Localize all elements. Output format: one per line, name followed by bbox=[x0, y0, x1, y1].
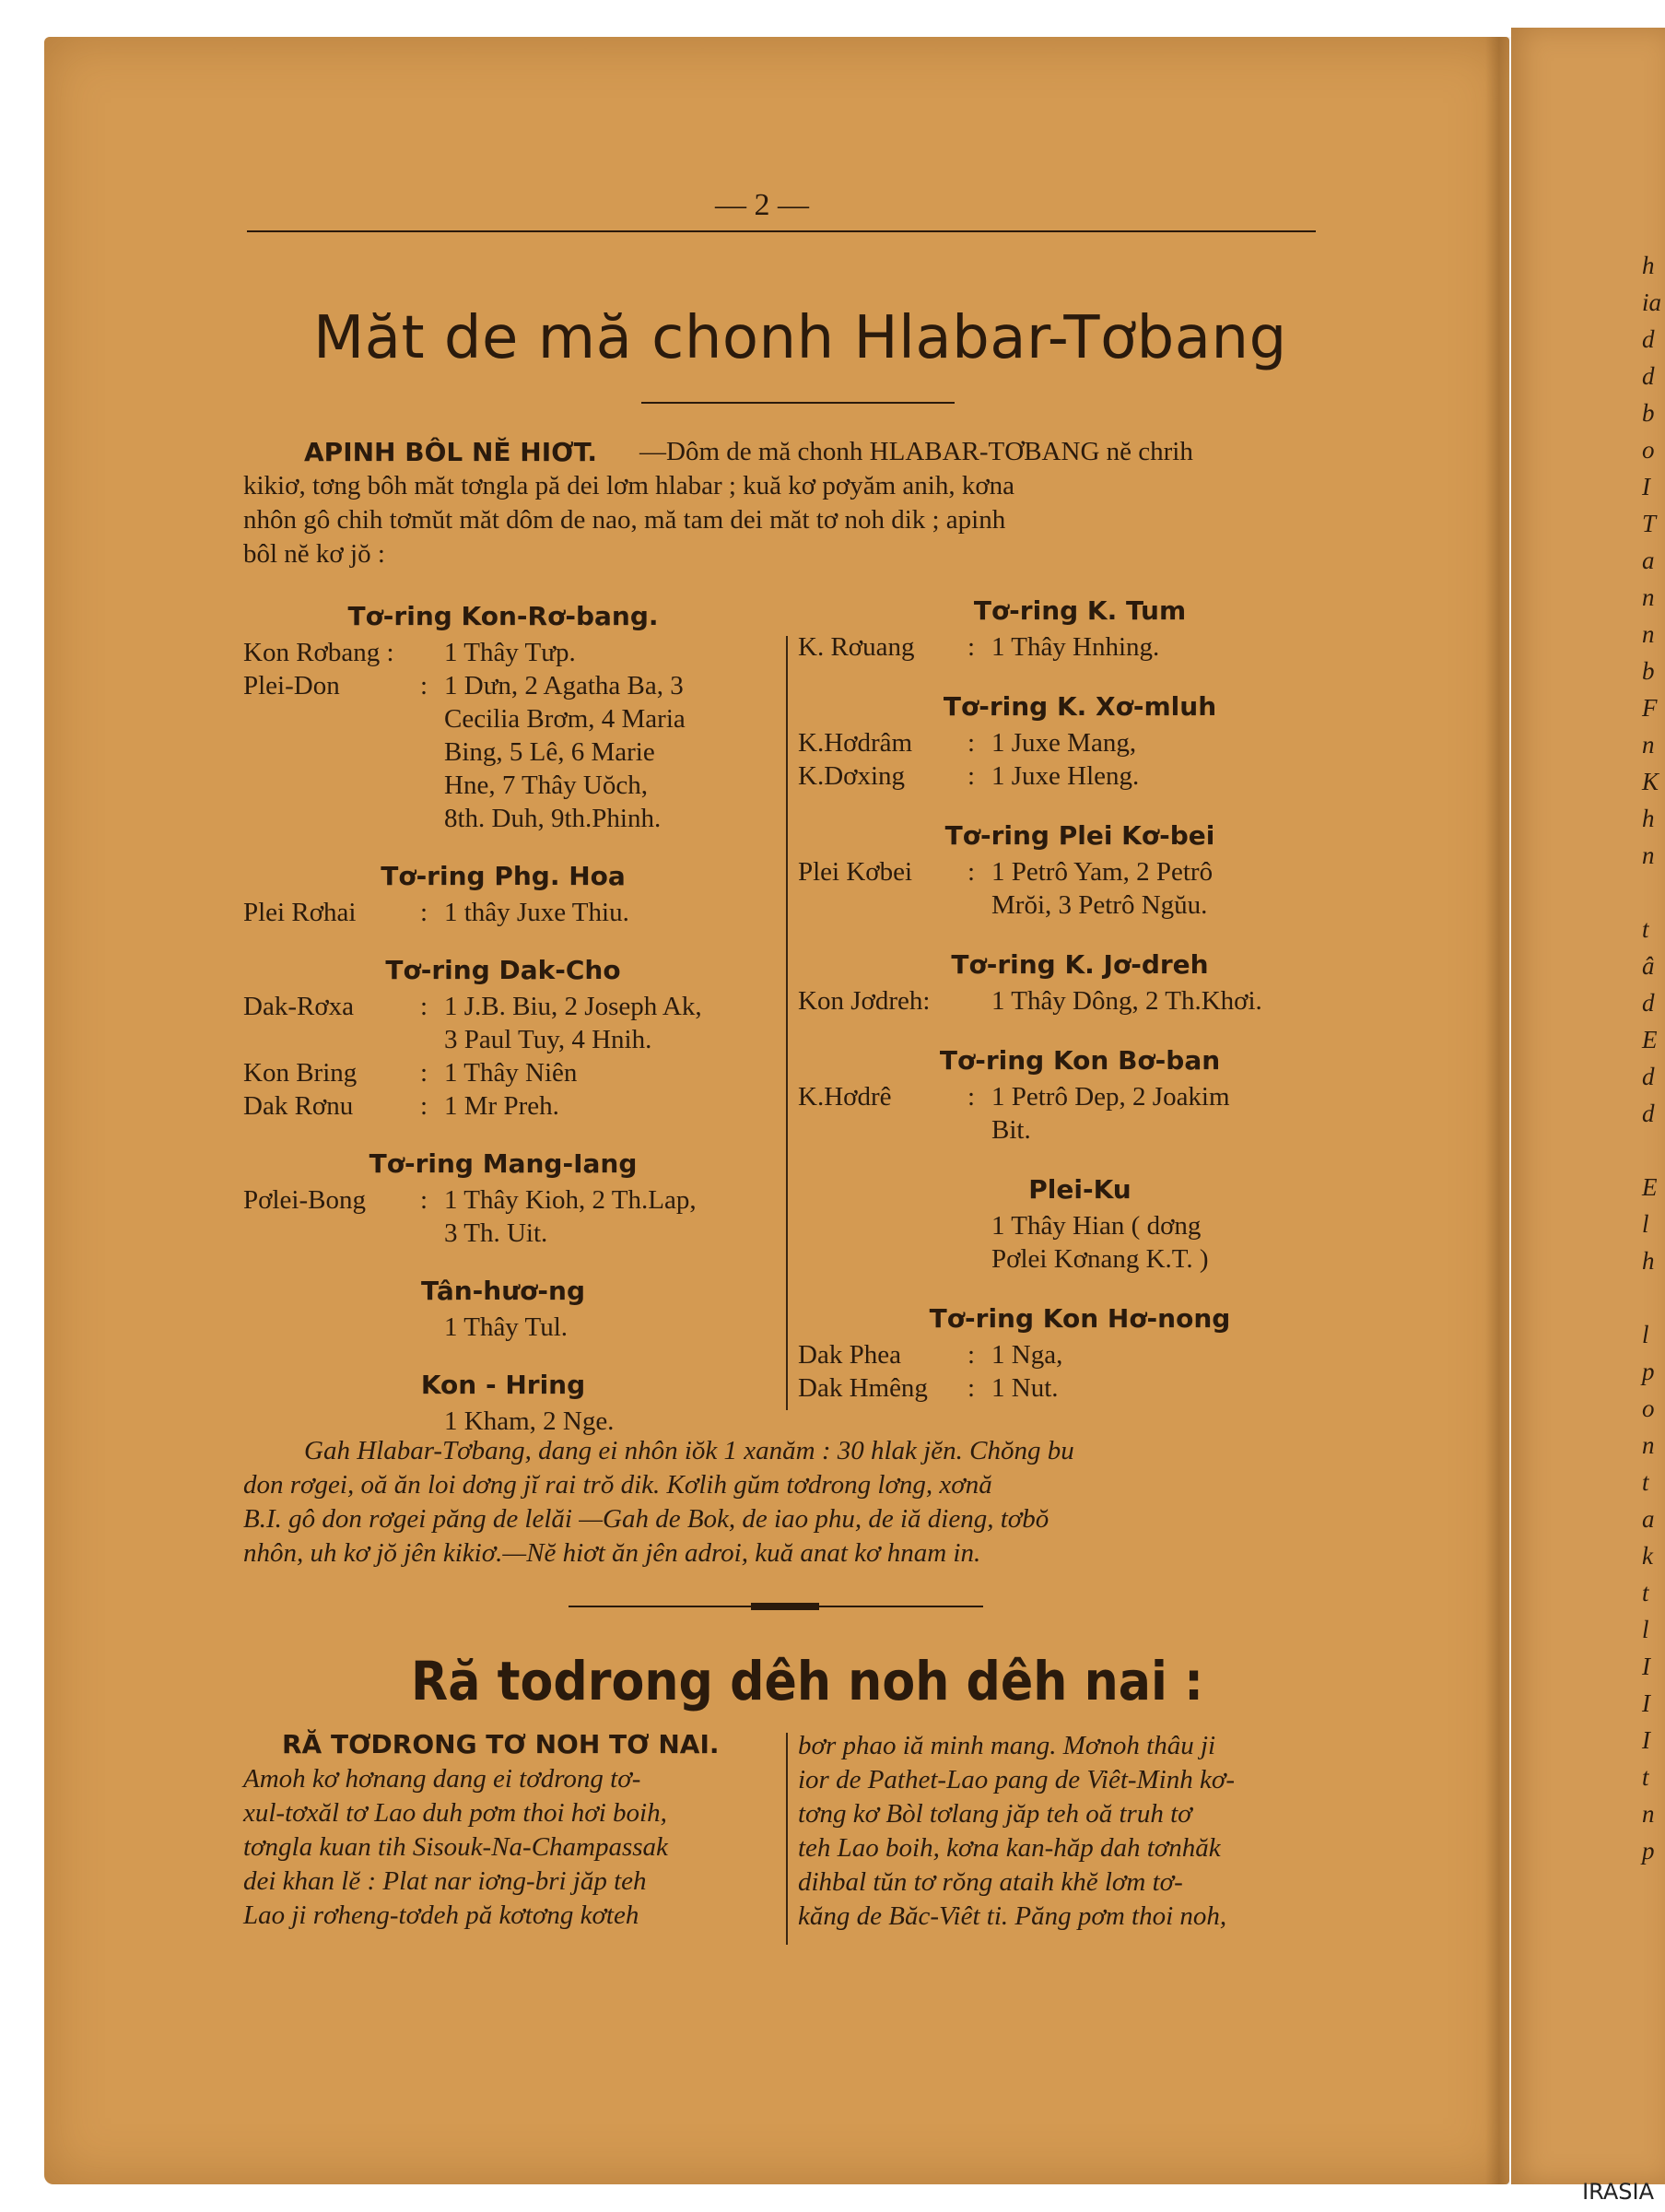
place-name: Plei Rơhai bbox=[243, 898, 357, 927]
entry-text: Bing, 5 Lê, 6 Marie bbox=[444, 737, 655, 767]
section-heading: Tơ-ring Kon Bơ-ban bbox=[939, 1045, 1221, 1076]
entry-text: 1 Petrô Dep, 2 Joakim bbox=[991, 1082, 1230, 1112]
lead-line: nhôn gô chih tơmŭt măt dôm de nao, mă tam dei măt tơ noh dik ; apinh bbox=[243, 505, 1006, 535]
margin-fragment: o bbox=[1642, 436, 1655, 464]
article2-divider bbox=[786, 1733, 788, 1945]
margin-fragment: n bbox=[1642, 841, 1655, 869]
entry-text: Mrŏi, 3 Petrô Ngŭu. bbox=[991, 890, 1208, 920]
closing-line: don rơgei, oă ăn loi dơng jĭ rai trŏ dik. Kơlih gŭm tơdrong lơng, xơnă bbox=[243, 1470, 992, 1500]
entry-text: 8th. Duh, 9th.Phinh. bbox=[444, 804, 662, 833]
colon: : bbox=[420, 992, 428, 1021]
entry-text: 1 Thây Hian ( dơng bbox=[991, 1211, 1202, 1241]
margin-fragment: p bbox=[1642, 1358, 1655, 1385]
article2-right-line: tơng kơ Bòl tơlang jăp teh oă truh tơ bbox=[798, 1799, 1192, 1829]
margin-fragment: d bbox=[1642, 1063, 1655, 1090]
place-name: Dak-Rơxa bbox=[243, 992, 355, 1021]
article2-left-line: dei khan lĕ : Plat nar iơng-bri jăp teh bbox=[243, 1866, 647, 1896]
closing-line: Gah Hlabar-Tơbang, dang ei nhôn iŏk 1 xanăm : 30 hlak jĕn. Chŏng bu bbox=[304, 1436, 1074, 1465]
entry-text: Bit. bbox=[991, 1115, 1031, 1145]
section-heading: Tơ-ring Plei Kơ-bei bbox=[944, 820, 1215, 851]
section-heading: Tơ-ring K. Tum bbox=[973, 595, 1187, 626]
margin-fragment: h bbox=[1642, 805, 1655, 832]
section-heading: Tơ-ring K. Jơ-dreh bbox=[951, 949, 1209, 980]
margin-fragment: l bbox=[1642, 1321, 1649, 1348]
margin-fragment: T bbox=[1642, 510, 1657, 537]
margin-fragment: I bbox=[1642, 1653, 1650, 1680]
colon: : bbox=[420, 1091, 428, 1121]
watermark: IRASIA bbox=[1582, 2179, 1654, 2205]
colon: : bbox=[420, 671, 428, 700]
entry-text: 1 Thây Hnhing. bbox=[991, 632, 1160, 662]
section-heading: Tơ-ring K. Xơ-mluh bbox=[943, 691, 1217, 722]
margin-fragment: t bbox=[1642, 1763, 1649, 1791]
page-number: — 2 — bbox=[715, 188, 809, 222]
colon: : bbox=[967, 857, 976, 887]
entry-text: 1 Kham, 2 Nge. bbox=[444, 1406, 615, 1436]
place-name: Dak Hmêng bbox=[798, 1373, 928, 1403]
entry-text: 1 Juxe Mang, bbox=[991, 728, 1137, 758]
article2-left-line: Amoh kơ hơnang dang ei tơdrong tơ- bbox=[243, 1764, 641, 1794]
article2-left-line: Lao ji rơheng-tơdeh pă kơtơng kơteh bbox=[243, 1900, 639, 1930]
entry-text: Hne, 7 Thây Uŏch, bbox=[444, 771, 648, 800]
margin-fragment: n bbox=[1642, 620, 1655, 648]
place-name: Pơlei-Bong bbox=[243, 1185, 366, 1215]
place-name: K.Dơxing bbox=[798, 761, 906, 791]
margin-fragment: t bbox=[1642, 915, 1649, 943]
entry-text: 1 Juxe Hleng. bbox=[991, 761, 1140, 791]
article2-title: Ră todrong dêh noh dêh nai : bbox=[411, 1650, 1203, 1712]
margin-fragment: d bbox=[1642, 325, 1655, 353]
entry-text: Pơlei Kơnang K.T. ) bbox=[991, 1244, 1209, 1274]
margin-fragment: d bbox=[1642, 362, 1655, 390]
colon: : bbox=[420, 898, 428, 927]
entry-text: 1 Thây Tul. bbox=[444, 1312, 569, 1342]
place-name: K. Rơuang bbox=[798, 632, 915, 662]
lead-line: bôl nĕ kơ jŏ : bbox=[243, 539, 385, 569]
margin-fragment: t bbox=[1642, 1579, 1649, 1606]
place-name: K.Hơdrê bbox=[798, 1082, 892, 1112]
margin-fragment: I bbox=[1642, 1689, 1650, 1717]
entry-text: 1 thây Juxe Thiu. bbox=[444, 898, 629, 927]
entry-text: 3 Paul Tuy, 4 Hnih. bbox=[444, 1025, 652, 1054]
column-divider bbox=[786, 636, 788, 1410]
margin-fragment: a bbox=[1642, 1505, 1655, 1533]
section-heading: Tơ-ring Dak-Cho bbox=[385, 955, 621, 985]
section-heading: Tân-hươ-ng bbox=[420, 1276, 586, 1306]
separator-ornament bbox=[751, 1603, 819, 1610]
margin-fragment: d bbox=[1642, 989, 1655, 1017]
article-title: Măt de mă chonh Hlabar-Tơbang bbox=[313, 304, 1287, 372]
header-rule bbox=[247, 230, 1316, 232]
entry-text: 1 Nga, bbox=[991, 1340, 1063, 1370]
page-fold bbox=[1485, 37, 1513, 2184]
entry-text: 1 Thây Niên bbox=[444, 1058, 578, 1088]
entry-text: 1 J.B. Biu, 2 Joseph Ak, bbox=[444, 992, 702, 1021]
article2-left-line: tơngla kuan tih Sisouk-Na-Champassak bbox=[243, 1832, 668, 1862]
entry-text: 1 Thây Dông, 2 Th.Khơi. bbox=[991, 986, 1262, 1016]
article2-right-line: bơr phao iă minh mang. Mơnoh thâu ji bbox=[798, 1731, 1216, 1760]
colon: : bbox=[967, 632, 976, 662]
colon: : bbox=[420, 1058, 428, 1088]
article2-heading: RĂ TƠDRONG TƠ NOH TƠ NAI. bbox=[282, 1729, 720, 1759]
margin-fragment: p bbox=[1642, 1837, 1655, 1865]
place-name: Kon Bring bbox=[243, 1058, 358, 1088]
section-heading: Tơ-ring Kon-Rơ-bang. bbox=[347, 601, 659, 631]
article2-right-line: dihbal tŭn tơ rŏng ataih khĕ lơm tơ- bbox=[798, 1867, 1183, 1897]
margin-fragment: F bbox=[1642, 694, 1658, 722]
entry-text: 1 Dưn, 2 Agatha Ba, 3 bbox=[444, 671, 684, 700]
colon: : bbox=[967, 1340, 976, 1370]
place-name: Kon Jơdreh: bbox=[798, 986, 931, 1016]
margin-fragment: b bbox=[1642, 657, 1655, 685]
margin-fragment: h bbox=[1642, 1247, 1655, 1275]
margin-fragment: I bbox=[1642, 473, 1650, 500]
margin-fragment: E bbox=[1642, 1026, 1658, 1053]
margin-fragment: b bbox=[1642, 399, 1655, 427]
section-heading: Plei-Ku bbox=[1028, 1174, 1131, 1205]
margin-fragment: n bbox=[1642, 731, 1655, 759]
margin-fragment: t bbox=[1642, 1468, 1649, 1496]
entry-text: 1 Nut. bbox=[991, 1373, 1059, 1403]
lead-line: kikiơ, tơng bôh măt tơngla pă dei lơm hlabar ; kuă kơ pơyăm anih, kơna bbox=[243, 471, 1015, 500]
entry-text: Cecilia Brơm, 4 Maria bbox=[444, 704, 686, 734]
place-name: Dak Phea bbox=[798, 1340, 901, 1370]
section-heading: Kon - Hring bbox=[420, 1370, 586, 1400]
article2-left-line: xul-tơxăl tơ Lao duh pơm thoi hơi boih, bbox=[243, 1798, 667, 1828]
colon: : bbox=[967, 1082, 976, 1112]
section-heading: Tơ-ring Mang-Iang bbox=[369, 1148, 638, 1179]
margin-fragment: d bbox=[1642, 1100, 1655, 1127]
margin-fragment: ia bbox=[1642, 288, 1662, 316]
margin-fragment: â bbox=[1642, 952, 1655, 980]
margin-fragment: l bbox=[1642, 1616, 1649, 1643]
margin-fragment: l bbox=[1642, 1210, 1649, 1238]
colon: : bbox=[967, 728, 976, 758]
margin-fragment: o bbox=[1642, 1394, 1655, 1422]
margin-fragment: n bbox=[1642, 583, 1655, 611]
place-name: Dak Rơnu bbox=[243, 1091, 354, 1121]
margin-fragment: a bbox=[1642, 547, 1655, 574]
place-name: Plei-Don bbox=[243, 671, 340, 700]
entry-text: 1 Mr Preh. bbox=[444, 1091, 559, 1121]
closing-line: B.I. gô don rơgei păng de lelăi —Gah de Bok, de iao phu, de iă dieng, tơbŏ bbox=[243, 1504, 1049, 1534]
margin-fragment: E bbox=[1642, 1173, 1658, 1201]
closing-line: nhôn, uh kơ jŏ jên kikiơ.—Nĕ hiơt ăn jên adroi, kuă anat kơ hnam in. bbox=[243, 1538, 981, 1568]
section-heading: Tơ-ring Kon Hơ-nong bbox=[929, 1303, 1231, 1334]
entry-text: 1 Thây Tưp. bbox=[444, 638, 576, 667]
article2-right-line: ior de Pathet-Lao pang de Viêt-Minh kơ- bbox=[798, 1765, 1235, 1794]
margin-fragment: n bbox=[1642, 1431, 1655, 1459]
margin-fragment: K bbox=[1642, 768, 1659, 795]
colon: : bbox=[967, 1373, 976, 1403]
margin-fragment: I bbox=[1642, 1726, 1650, 1754]
entry-text: 1 Thây Kioh, 2 Th.Lap, bbox=[444, 1185, 697, 1215]
margin-fragment: n bbox=[1642, 1800, 1655, 1828]
lead-line: —Dôm de mă chonh HLABAR-TƠBANG nĕ chrih bbox=[639, 437, 1193, 466]
margin-fragment: h bbox=[1642, 252, 1655, 279]
lead-bold: APINH BÔL NĔ HIƠT. bbox=[304, 437, 598, 467]
colon: : bbox=[420, 1185, 428, 1215]
entry-text: 1 Petrô Yam, 2 Petrô bbox=[991, 857, 1214, 887]
section-heading: Tơ-ring Phg. Hoa bbox=[381, 861, 626, 891]
place-name: Plei Kơbei bbox=[798, 857, 913, 887]
entry-text: 3 Th. Uit. bbox=[444, 1218, 548, 1248]
article2-right-line: kăng de Băc-Viêt ti. Păng pơm thoi noh, bbox=[798, 1901, 1227, 1931]
place-name: Kon Rơbang : bbox=[243, 638, 394, 667]
colon: : bbox=[967, 761, 976, 791]
place-name: K.Hơdrâm bbox=[798, 728, 913, 758]
title-underline bbox=[641, 402, 955, 404]
margin-fragment: k bbox=[1642, 1542, 1653, 1570]
article2-right-line: teh Lao boih, kơna kan-hăp dah tơnhăk bbox=[798, 1833, 1221, 1863]
